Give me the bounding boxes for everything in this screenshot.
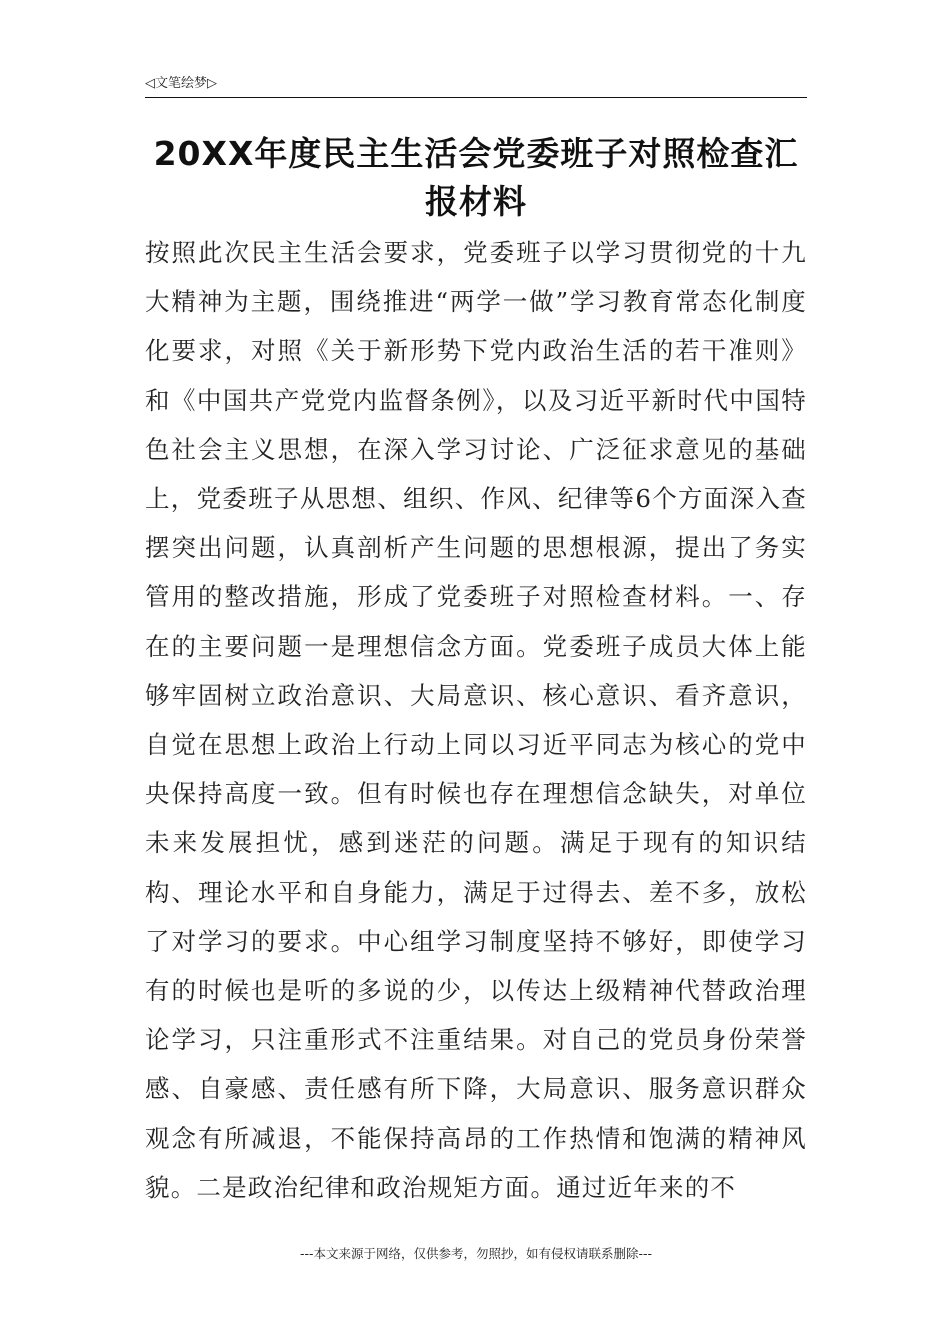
document-title: 20XX年度民主生活会党委班子对照检查汇报材料 [153, 134, 799, 221]
page-header [145, 76, 807, 98]
header-brand-text: ◁文笔绘梦▷ [145, 76, 217, 91]
page-footer-disclaimer: ---本文来源于网络，仅供参考，勿照抄，如有侵权请联系删除--- [299, 1246, 653, 1261]
header-divider [145, 97, 807, 98]
document-body: 按照此次民主生活会要求，党委班子以学习贯彻党的十九大精神为主题，围绕推进“两学一做”学习教育常态化制度化要求，对照《关于新形势下党内政治生活的若干准则》和《中国共产党党内监督条例》，以及习近平新时代中国特色社会主义思想，在深入学习讨论、广泛征求意见的基础上，党委班子从思想、组织、作风、纪律等6个方面深入查摆突出问题，认真剖析产生问题的思想根源，提出了务实管用的整改措施，形成了党委班子对照检查材料。一、存在的主要问题一是理想信念方面。党委班子成员大体上能够牢固树立政治意识、大局意识、核心意识、看齐意识，自觉在思想上政治上行动上同以习近平同志为核心的党中央保持高度一致。但有时候也存在理想信念缺失，对单位未来发展担忧，感到迷茫的问题。满足于现有的知识结构、理论水平和自身能力，满足于过得去、差不多，放松了对学习的要求。中心组学习制度坚持不够好，即使学习有的时候也是听的多说的少，以传达上级精神代替政治理论学习，只注重形式不注重结果。对自己的党员身份荣誉感、自豪感、责任感有所下降，大局意识、服务意识群众观念有所减退，不能保持高昂的工作热情和饱满的精神风貌。二是政治纪律和政治规矩方面。通过近年来的不 [145, 238, 807, 1202]
